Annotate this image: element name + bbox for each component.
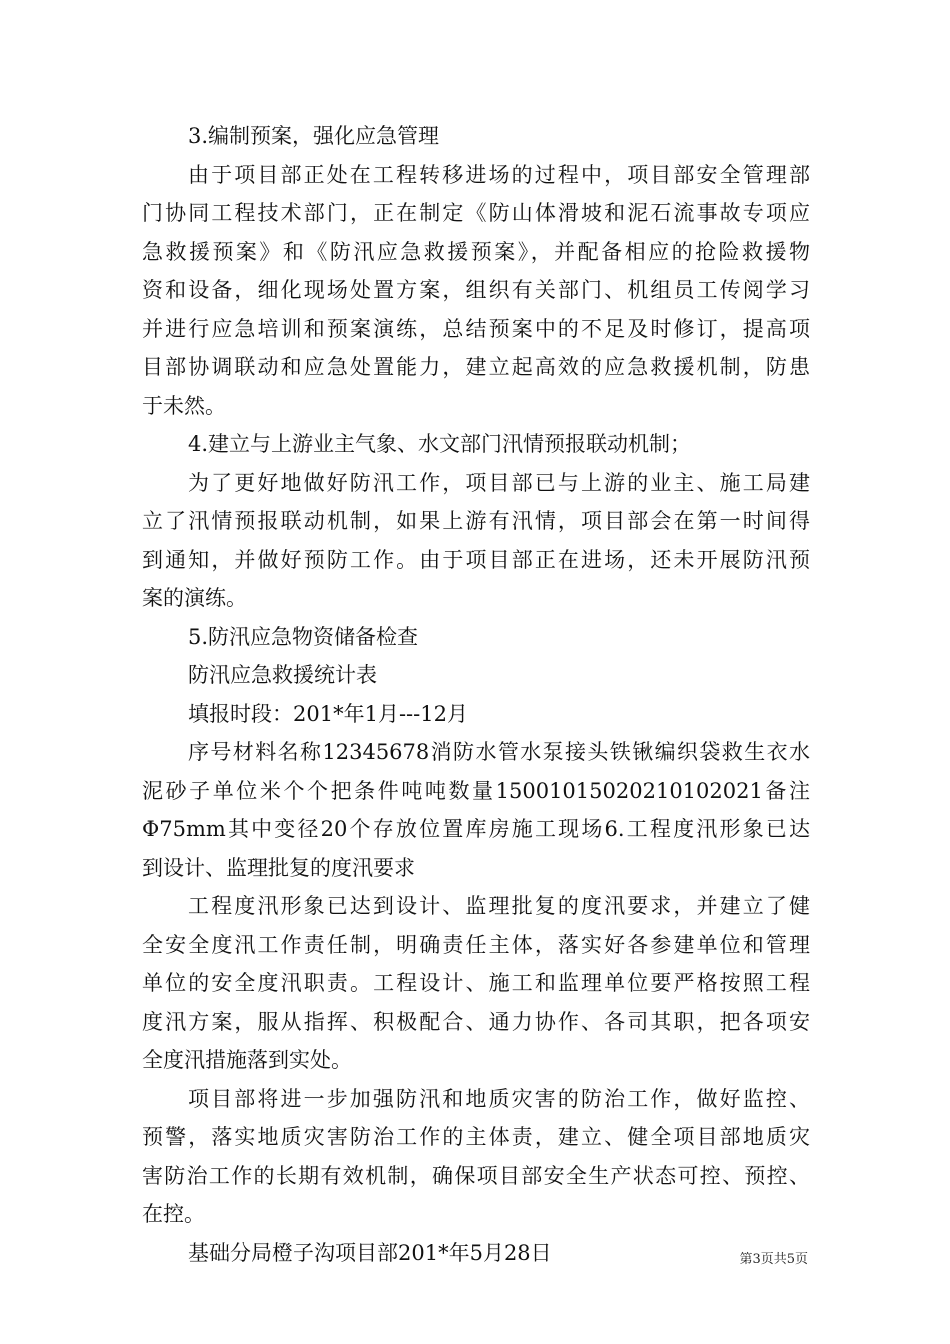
- document-body: [142, 117, 810, 1272]
- text-line: 急救援预案》和《防汛应急救援预案》，并配备相应的抢险救援物: [142, 239, 810, 264]
- text-line: 于未然。: [142, 393, 226, 418]
- text-line: 防汛应急救援统计表: [188, 663, 377, 687]
- text-line: 全安全度汛工作责任制，明确责任主体，落实好各参建单位和管理: [142, 932, 810, 957]
- text-line: 度汛方案，服从指挥、积极配合、通力协作、各司其职，把各项安: [142, 1009, 810, 1034]
- text-line: 并进行应急培训和预案演练，总结预案中的不足及时修订，提高项: [142, 316, 810, 341]
- text-line: 泥砂子单位米个个把条件吨吨数量15001015020210102021备注: [142, 778, 810, 803]
- text-line: Φ75mm其中变径20个存放位置库房施工现场6.工程度汛形象已达: [142, 817, 810, 841]
- text-line: 到通知，并做好预防工作。由于项目部正在进场，还未开展防汛预: [142, 547, 810, 572]
- text-line: 为了更好地做好防汛工作，项目部已与上游的业主、施工局建: [188, 470, 810, 495]
- text-line: 项目部将进一步加强防汛和地质灾害的防治工作，做好监控、: [188, 1086, 810, 1111]
- text-line: 立了汛情预报联动机制，如果上游有汛情，项目部会在第一时间得: [142, 509, 810, 533]
- text-line: 单位的安全度汛职责。工程设计、施工和监理单位要严格按照工程: [142, 971, 810, 995]
- text-line: 全度汛措施落到实处。: [142, 1048, 352, 1072]
- text-line: 基础分局橙子沟项目部201*年5月28日: [188, 1240, 552, 1265]
- page-number: 第3页共5页: [739, 1252, 808, 1267]
- text-line: 资和设备，细化现场处置方案，组织有关部门、机组员工传阅学习: [142, 278, 810, 302]
- text-line: 3.编制预案，强化应急管理: [188, 124, 440, 148]
- text-line: 序号材料名称12345678消防水管水泵接头铁锹编织袋救生衣水: [188, 740, 810, 764]
- text-line: 案的演练。: [142, 586, 247, 610]
- text-line: 到设计、监理批复的度汛要求: [142, 855, 415, 880]
- text-line: 在控。: [142, 1202, 205, 1226]
- text-line: 5.防汛应急物资储备检查: [188, 624, 419, 649]
- text-line: 目部协调联动和应急处置能力，建立起高效的应急救援机制，防患: [142, 355, 810, 379]
- text-line: 害防治工作的长期有效机制，确保项目部安全生产状态可控、预控、: [142, 1163, 810, 1188]
- text-line: 门协同工程技术部门，正在制定《防山体滑坡和泥石流事故专项应: [142, 201, 810, 225]
- text-line: 由于项目部正处在工程转移进场的过程中，项目部安全管理部: [188, 162, 810, 187]
- text-line: 填报时段：201*年1月---12月: [188, 701, 468, 726]
- text-line: 4.建立与上游业主气象、水文部门汛情预报联动机制；: [188, 432, 692, 456]
- text-line: 工程度汛形象已达到设计、监理批复的度汛要求，并建立了健: [188, 894, 810, 918]
- text-line: 预警，落实地质灾害防治工作的主体责，建立、健全项目部地质灾: [142, 1125, 810, 1149]
